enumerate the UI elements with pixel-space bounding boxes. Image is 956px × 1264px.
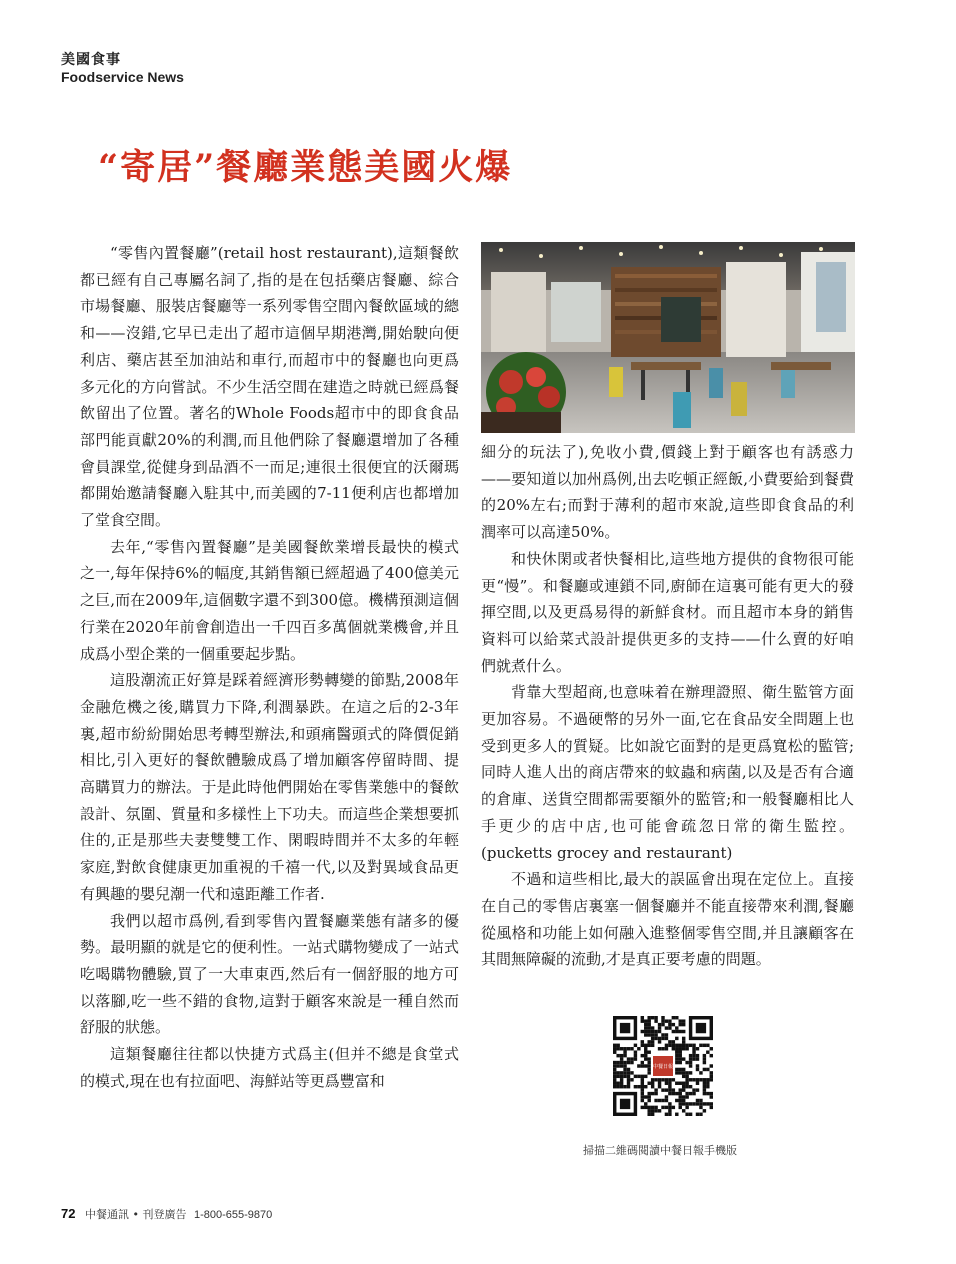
qr-caption: 掃描二維碼閱讀中餐日報手機版 bbox=[583, 1144, 737, 1157]
paragraph: 不過和這些相比,最大的誤區會出現在定位上。直接在自己的零售店裏塞一個餐廳并不能直接帶來利潤,餐廳從風格和功能上如何融入進整個零售空間,并且讓顧客在其間無障礙的流動,才是真正要考慮的問題。 bbox=[481, 870, 854, 969]
article-right-column bbox=[481, 439, 854, 973]
paragraph: “零售內置餐廳”(retail host restaurant),這類餐飲都已經有自己專屬名詞了,指的是在包括藥店餐廳、綜合市場餐廳、服裝店餐廳等一系列零售空間內餐飲區域的總和——沒錯,它早已走出了超市這個早期港灣,開始駛向便利店、藥店甚至加油站和車行,而超市中的餐廳也向更爲多元化的方向嘗試。不少生活空間在建造之時就已經爲餐飲留出了位置。著名的Whole Foods超市中的即食食品部門能貢獻20%的利潤,而且他們除了餐廳還增加了各種會員課堂,從健身到品酒不一而足;連很土很便宜的沃爾瑪都開始邀請餐廳入駐其中,而美國的7-11便利店也都增加了堂食空間。 bbox=[80, 244, 459, 530]
section-header bbox=[61, 52, 184, 86]
restaurant-photo bbox=[481, 242, 855, 433]
paragraph: 去年,“零售內置餐廳”是美國餐飲業增長最快的模式之一,每年保持6%的幅度,其銷售額已經超過了400億美元之巨,而在2009年,這個數字還不到300億。機構預測這個行業在2020年前會創造出一千四百多萬個就業機會,并且成爲小型企業的一個重要起步點。 bbox=[80, 537, 459, 663]
section-title-en: Foodservice News bbox=[61, 69, 184, 85]
phone-number: 1-800-655-9870 bbox=[193, 1209, 273, 1221]
paragraph: 細分的玩法了),免收小費,價錢上對于顧客也有誘惑力——要知道以加州爲例,出去吃頓正經飯,小費要給到餐費的20%左右;而對于薄利的超市來說,這些即食食品的利潤率可以高達50%。 bbox=[481, 443, 854, 542]
page-footer bbox=[61, 1206, 272, 1222]
article-headline: “寄居”餐廳業態美國火爆 bbox=[98, 147, 513, 188]
qr-code-graphic bbox=[613, 1016, 713, 1116]
paragraph: 這股潮流正好算是踩着經濟形勢轉變的節點,2008年金融危機之後,購買力下降,利潤暴跌。在這之后的2-3年裏,超市紛紛開始思考轉型辦法,和頭痛醫頭式的降價促銷相比,引入更好的餐飲體驗成爲了增加顧客停留時間、提高購買力的辦法。于是此時他們開始在零售業態中的餐飲設計、氛圍、質量和多樣性上下功夫。而這些企業想要抓住的,正是那些夫妻雙雙工作、閑暇時間并不太多的年輕家庭,對飲食健康更加重視的千禧一代,以及對異域食品更有興趣的嬰兒潮一代和遠距離工作者. bbox=[80, 671, 459, 903]
paragraph: 和快休閑或者快餐相比,這些地方提供的食物很可能更“慢”。和餐廳或連鎖不同,廚師在這裏可能有更大的發揮空間,以及更爲易得的新鮮食材。而且超市本身的銷售資料可以給菜式設計提供更多的支持——什么賣的好咱們就煮什么。 bbox=[481, 549, 854, 675]
paragraph: 這類餐廳往往都以快捷方式爲主(但并不總是食堂式的模式,現在也有拉面吧、海鮮站等更爲豐富和 bbox=[80, 1045, 459, 1090]
article-left-column bbox=[80, 240, 459, 1095]
paragraph: 背靠大型超商,也意味着在辦理證照、衛生監管方面更加容易。不過硬幣的另外一面,它在食品安全問題上也受到更多人的質疑。比如說它面對的是更爲寬松的監管;同時人進人出的商店帶來的蚊蟲和病菌,以及是否有合適的倉庫、送貨空間都需要額外的監管;和一般餐廳相比人手更少的店中店,也可能會疏忽日常的衛生監控。(pucketts grocey and restaurant) bbox=[481, 683, 854, 862]
publication-label: 中餐通訊 • 刊登廣告 bbox=[84, 1208, 187, 1221]
qr-logo-text: 中餐日報 bbox=[652, 1064, 674, 1070]
qr-code[interactable] bbox=[613, 1016, 713, 1116]
paragraph: 我們以超市爲例,看到零售內置餐廳業態有諸多的優勢。最明顯的就是它的便利性。一站式購物變成了一站式吃喝購物體驗,買了一大車東西,然后有一個舒服的地方可以落腳,吃一些不錯的食物,這對于顧客來說是一種自然而舒服的狀態。 bbox=[80, 911, 459, 1037]
page-number: 72 bbox=[61, 1206, 76, 1221]
section-title-zh: 美國食事 bbox=[61, 52, 121, 68]
